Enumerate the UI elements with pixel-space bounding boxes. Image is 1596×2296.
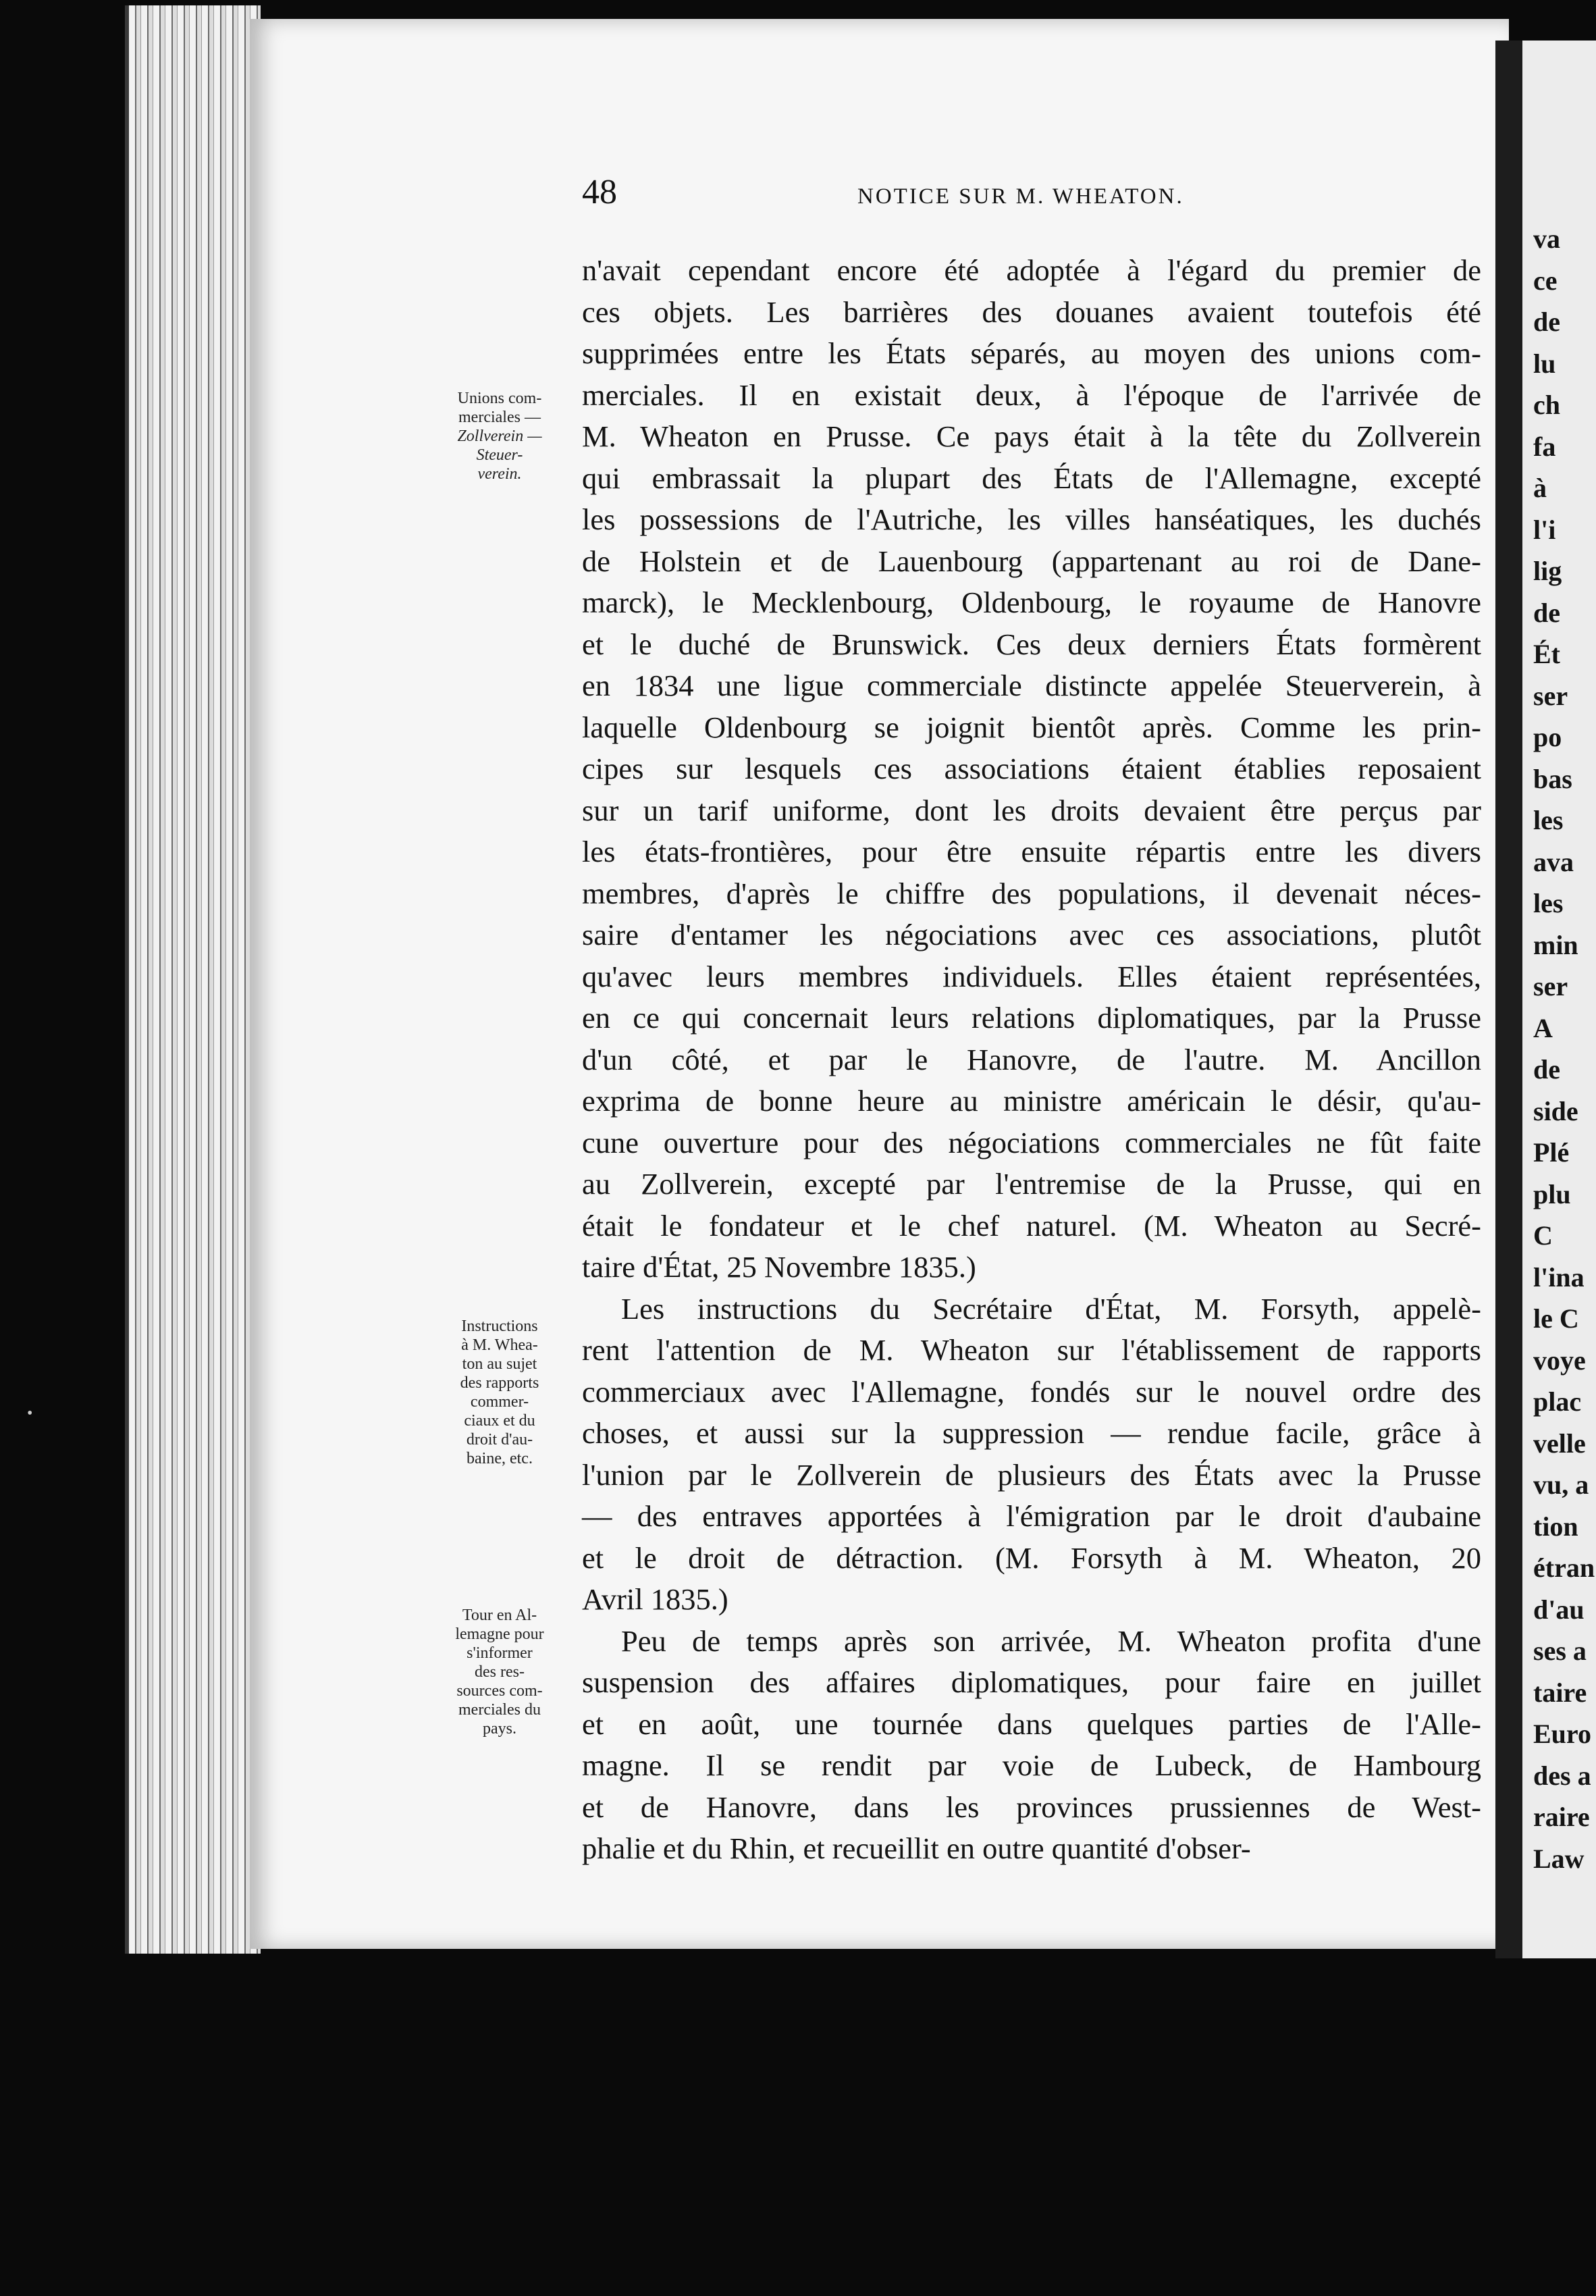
margin-note-line: droit d'au- (466, 1431, 533, 1449)
margin-note-line: Instructions (461, 1317, 538, 1335)
facing-page-fragment: l'i (1533, 514, 1556, 545)
facing-page-fragment: étran (1533, 1553, 1595, 1583)
facing-page-fragment: Ét (1533, 639, 1560, 669)
margin-note-line: commer- (470, 1393, 529, 1411)
text-line: ces objets. Les barrières des douanes avaient toutefois été (582, 294, 1481, 329)
text-line: l'union par le Zollverein de plusieurs des États avec la Prusse (582, 1457, 1481, 1492)
facing-page-fragment: ch (1533, 390, 1560, 420)
running-head (582, 172, 1487, 213)
margin-note-line: lemagne pour (455, 1625, 544, 1643)
margin-note-unions (432, 389, 567, 484)
text-line: Avril 1835.) (582, 1582, 728, 1616)
text-line: n'avait cependant encore été adoptée à l'égard du premier de (582, 253, 1481, 287)
facing-page-fragment: des a (1533, 1760, 1591, 1791)
text-line: était le fondateur et le chef naturel. (M. Wheaton au Secré- (582, 1208, 1481, 1243)
facing-page-fragment: les (1533, 888, 1564, 918)
text-line: cune ouverture pour des négociations commerciales ne fût faite (582, 1125, 1481, 1159)
text-line: Les instructions du Secrétaire d'État, M. Forsyth, appelè- (621, 1291, 1481, 1326)
text-line: commerciaux avec l'Allemagne, fondés sur le nouvel ordre des (582, 1374, 1481, 1409)
facing-page-fragment: plu (1533, 1178, 1571, 1209)
text-line: taire d'État, 25 Novembre 1835.) (582, 1250, 976, 1284)
facing-page-fragment: à (1533, 473, 1547, 503)
facing-page-fragment: taire (1533, 1677, 1587, 1708)
margin-note-line: Zollverein — (457, 427, 542, 445)
text-line: les états-frontières, pour être ensuite répartis entre les divers (582, 835, 1481, 868)
facing-page-fragment: de (1533, 307, 1560, 337)
text-line: en ce qui concernait leurs relations diplomatiques, par la Prusse (582, 1001, 1481, 1035)
facing-page-fragment: lig (1533, 556, 1562, 586)
facing-page-fragment: C (1533, 1220, 1553, 1251)
scan-speck: • (27, 1405, 33, 1422)
facing-page-fragment: ser (1533, 680, 1568, 711)
facing-page-fragment: velle (1533, 1428, 1586, 1459)
page-edges (125, 5, 261, 1954)
facing-page-fragment: ava (1533, 846, 1574, 877)
facing-page-fragment: l'ina (1533, 1261, 1585, 1293)
margin-note-line: Tour en Al- (462, 1607, 537, 1624)
body-text (582, 250, 1481, 1870)
facing-page-fragment: Euro (1533, 1719, 1591, 1749)
facing-page-fragment: Law (1533, 1843, 1585, 1874)
facing-page-fragment: min (1533, 929, 1578, 960)
text-line: et en août, une tournée dans quelques parties de l'Alle- (582, 1706, 1481, 1741)
text-line: merciales. Il en existait deux, à l'époque de l'arrivée de (582, 377, 1481, 412)
facing-page-fragment: les (1533, 805, 1564, 835)
facing-page-fragment: lu (1533, 348, 1556, 379)
text-line: Peu de temps après son arrivée, M. Wheaton profita d'une (621, 1623, 1481, 1658)
text-line: supprimées entre les États séparés, au moyen des unions com- (582, 336, 1481, 370)
text-line: choses, et aussi sur la suppression — rendue facile, grâce à (582, 1416, 1481, 1450)
facing-page (1495, 41, 1596, 1958)
text-line: en 1834 une ligue commerciale distincte appelée Steuerverein, à (582, 669, 1481, 702)
text-line: rent l'attention de M. Wheaton sur l'établissement de rapports (582, 1333, 1481, 1367)
text-line: laquelle Oldenbourg se joignit bientôt après. Comme les prin- (582, 710, 1481, 744)
facing-page-fragment: Plé (1533, 1137, 1570, 1168)
facing-page-fragment: po (1533, 722, 1562, 752)
margin-note-line: Steuer- (476, 446, 523, 464)
facing-page-fragment: voye (1533, 1345, 1586, 1376)
margin-note-line: verein. (477, 465, 522, 483)
facing-page-fragment: ses a (1533, 1636, 1587, 1666)
facing-page-fragment: side (1533, 1095, 1578, 1126)
text-line: M. Wheaton en Prusse. Ce pays était à la tête du Zollverein (582, 419, 1481, 453)
text-line: saire d'entamer les négociations avec ces associations, plutôt (582, 918, 1481, 951)
text-line: magne. Il se rendit par voie de Lubeck, de Hambourg (582, 1748, 1481, 1782)
margin-note-tour (432, 1606, 567, 1738)
text-line: et le droit de détraction. (M. Forsyth à M. Wheaton, 20 (582, 1540, 1481, 1575)
margin-note-line: merciales du (458, 1701, 541, 1719)
text-line: suspension des affaires diplomatiques, pour faire en juillet (582, 1665, 1481, 1699)
margin-note-line: Unions com- (457, 390, 542, 407)
page-number: 48 (582, 173, 617, 211)
margin-note-line: des rapports (460, 1374, 539, 1392)
margin-note-line: sources com- (456, 1682, 543, 1700)
text-line: qui embrassait la plupart des États de l'Allemagne, excepté (582, 461, 1481, 495)
text-line: marck), le Mecklenbourg, Oldenbourg, le royaume de Hanovre (582, 585, 1481, 619)
facing-page-fragment: ser (1533, 971, 1568, 1001)
facing-page-fragment: fa (1533, 431, 1556, 462)
facing-page-fragment: d'au (1533, 1594, 1585, 1625)
facing-page-fragment: tion (1533, 1511, 1578, 1542)
text-line: — des entraves apportées à l'émigration par le droit d'aubaine (582, 1499, 1481, 1533)
text-line: les possessions de l'Autriche, les villes hanséatiques, les duchés (582, 502, 1481, 536)
margin-note-line: des res- (475, 1663, 525, 1681)
facing-page-fragment: ce (1533, 265, 1558, 296)
margin-note-line: à M. Whea- (461, 1336, 538, 1354)
running-title: NOTICE SUR M. WHEATON. (857, 184, 1184, 209)
facing-page-fragment: bas (1533, 763, 1572, 794)
margin-note-line: merciales — (458, 409, 541, 426)
facing-page-fragment: de (1533, 1054, 1560, 1085)
text-line: phalie et du Rhin, et recueillit en outre quantité d'obser- (582, 1831, 1251, 1865)
text-line: membres, d'après le chiffre des populations, il devenait néces- (582, 876, 1481, 910)
margin-note-line: baine, etc. (467, 1450, 533, 1467)
facing-page-fragment: vu, a (1533, 1469, 1589, 1500)
facing-page-fragment: va (1533, 224, 1560, 254)
facing-page-fragment: A (1533, 1012, 1553, 1043)
margin-note-line: ton au sujet (462, 1355, 537, 1373)
margin-note-line: ciaux et du (464, 1412, 535, 1430)
text-line: et le duché de Brunswick. Ces deux derniers États formèrent (582, 627, 1481, 661)
text-line: exprima de bonne heure au ministre américain le désir, qu'au- (582, 1084, 1481, 1118)
text-line: cipes sur lesquels ces associations étaient établies reposaient (582, 752, 1481, 785)
facing-page-fragment: plac (1533, 1386, 1582, 1417)
margin-note-instructions (432, 1317, 567, 1468)
facing-page-fragment: raire (1533, 1802, 1590, 1832)
text-line: d'un côté, et par le Hanovre, de l'autre. M. Ancillon (582, 1042, 1481, 1076)
margin-note-line: pays. (483, 1720, 516, 1738)
text-line: au Zollverein, excepté par l'entremise de la Prusse, qui en (582, 1167, 1481, 1201)
facing-page-fragment: de (1533, 597, 1560, 628)
text-line: de Holstein et de Lauenbourg (appartenant au roi de Dane- (582, 544, 1481, 578)
text-line: et de Hanovre, dans les provinces prussiennes de West- (582, 1790, 1481, 1824)
text-line: sur un tarif uniforme, dont les droits devaient être perçus par (582, 793, 1481, 827)
text-line: qu'avec leurs membres individuels. Elles étaient représentées, (582, 959, 1481, 993)
margin-note-line: s'informer (467, 1644, 533, 1662)
facing-page-fragment: le C (1533, 1303, 1579, 1334)
